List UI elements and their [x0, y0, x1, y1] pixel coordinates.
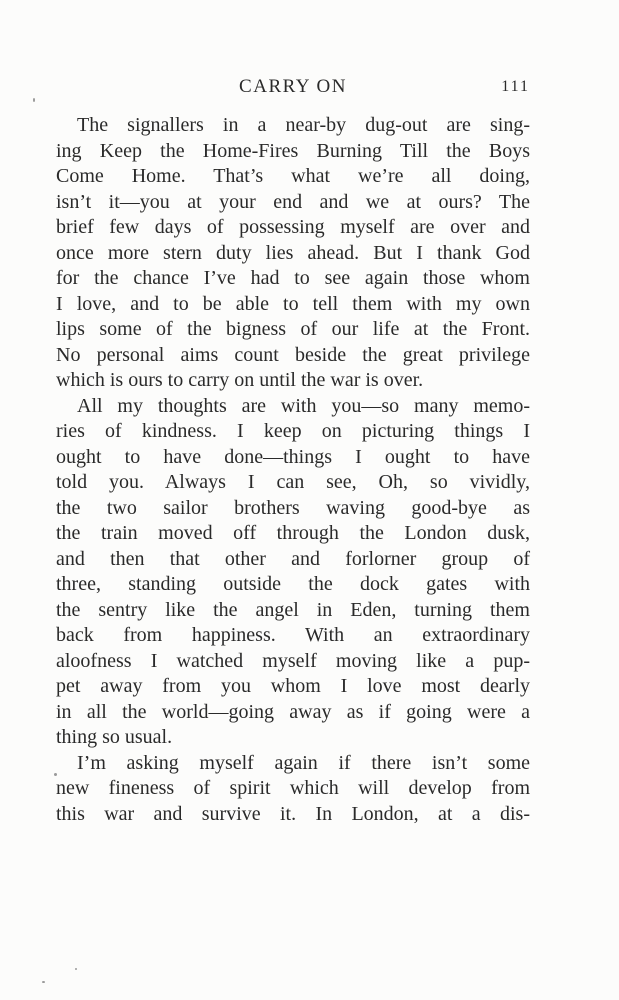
- text-line: No personal aims count beside the great privilege: [56, 343, 530, 366]
- page-number: 111: [501, 78, 530, 95]
- text-line: which is ours to carry on until the war is over.: [56, 369, 424, 391]
- paragraph-1: [56, 113, 530, 394]
- text-line: brief few days of possessing myself are over and: [56, 216, 530, 238]
- scan-speck: [33, 98, 35, 102]
- text-line: isn’t it—you at your end and we at ours? The: [56, 190, 530, 213]
- text-line: aloofness I watched myself moving like a pup-: [56, 649, 530, 672]
- text-line: three, standing outside the dock gates with: [56, 573, 530, 595]
- text-line: pet away from you whom I love most dearly: [56, 675, 530, 697]
- text-line: in all the world—going away as if going were a: [56, 700, 530, 723]
- text-line: this war and survive it. In London, at a dis-: [56, 802, 530, 825]
- running-head: [56, 72, 530, 102]
- text-line: and then that other and forlorner group of: [56, 547, 530, 570]
- text-line: ries of kindness. I keep on picturing things I: [56, 420, 530, 442]
- text-line: ing Keep the Home-Fires Burning Till the Boys: [56, 139, 530, 162]
- text-line: lips some of the bigness of our life at the Front.: [56, 318, 530, 340]
- text-line: I’m asking myself again if there isn’t some: [77, 751, 530, 774]
- scan-speck: [54, 773, 57, 776]
- text-line: once more stern duty lies ahead. But I thank God: [56, 241, 530, 264]
- paragraph-3: [56, 751, 530, 828]
- text-line: Come Home. That’s what we’re all doing,: [56, 165, 530, 187]
- scan-speck: [75, 968, 77, 970]
- text-line: All my thoughts are with you—so many memo-: [77, 394, 530, 417]
- text-line: the two sailor brothers waving good-bye as: [56, 496, 530, 519]
- text-line: new fineness of spirit which will develop from: [56, 777, 530, 799]
- text-line: told you. Always I can see, Oh, so vividly,: [56, 471, 530, 493]
- paragraph-2: [56, 394, 530, 751]
- text-line: for the chance I’ve had to see again those whom: [56, 267, 530, 289]
- text-line: the train moved off through the London dusk,: [56, 522, 530, 544]
- text-line: The signallers in a near-by dug-out are sing-: [77, 114, 530, 136]
- body-text: [56, 113, 530, 827]
- running-title: CARRY ON: [239, 76, 347, 97]
- text-line: the sentry like the angel in Eden, turning them: [56, 598, 530, 621]
- text-line: ought to have done—things I ought to have: [56, 445, 530, 468]
- text-line: I love, and to be able to tell them with my own: [56, 292, 530, 315]
- text-line: thing so usual.: [56, 726, 173, 748]
- text-line: back from happiness. With an extraordinary: [56, 624, 530, 646]
- scan-speck: [42, 981, 45, 983]
